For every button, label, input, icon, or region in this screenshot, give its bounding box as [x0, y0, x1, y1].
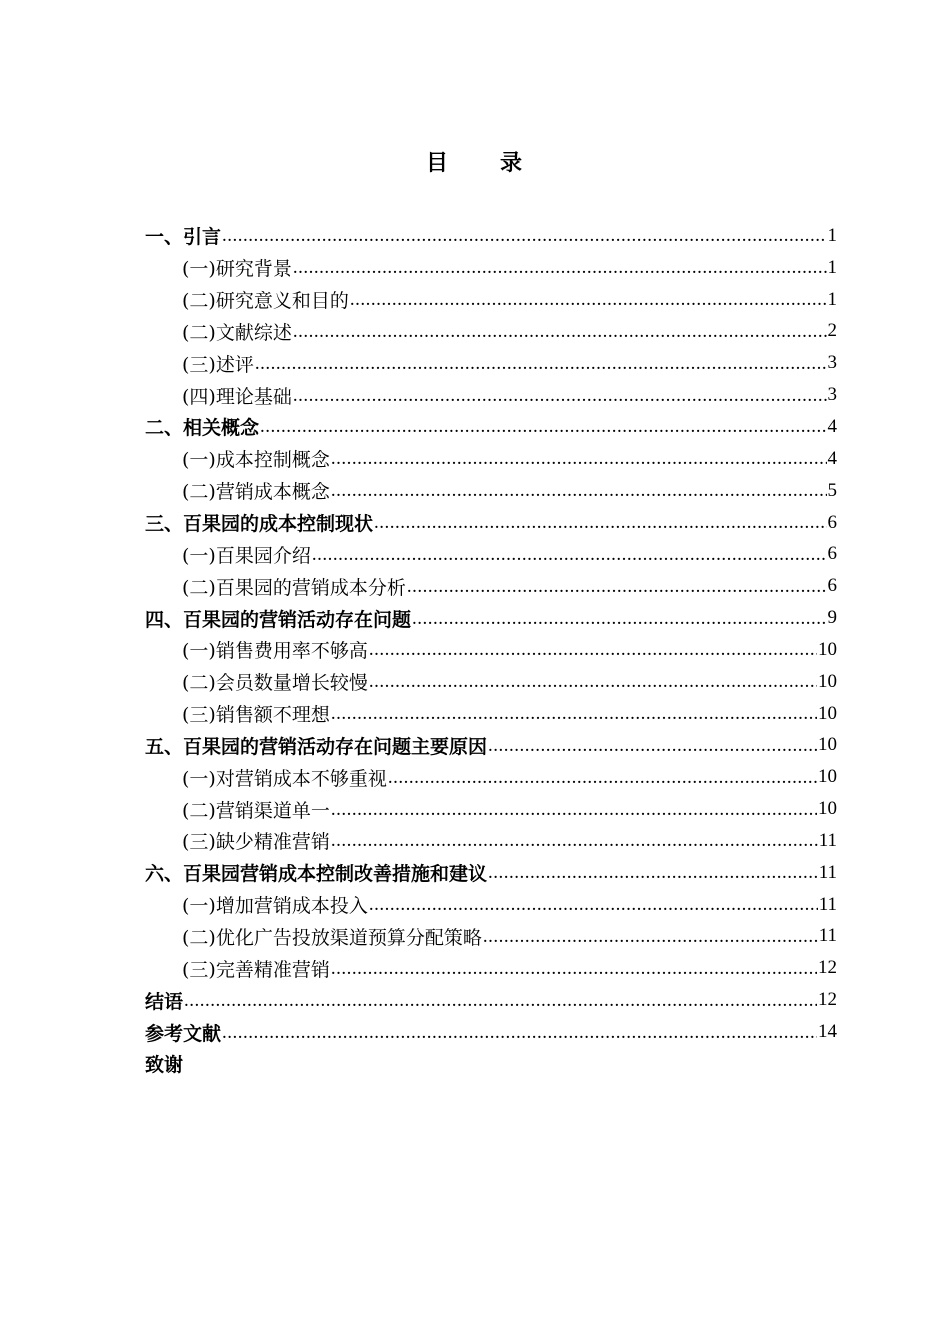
- toc-dot-leader: [331, 481, 827, 500]
- toc-dot-leader: [488, 863, 818, 882]
- toc-entry[interactable]: [145, 316, 837, 348]
- toc-entry[interactable]: [145, 793, 837, 825]
- toc-entry[interactable]: [145, 921, 837, 953]
- toc-entry-number: (二): [182, 576, 216, 599]
- toc-entry-label: 优化广告投放渠道预算分配策略: [215, 926, 482, 949]
- toc-dot-leader: [407, 577, 827, 596]
- toc-entry[interactable]: [145, 507, 837, 539]
- toc-entry-label: 参考文献: [145, 1022, 222, 1045]
- toc-entry-label: 述评: [215, 353, 254, 376]
- toc-dot-leader: [312, 545, 827, 564]
- toc-entry-number: (二): [182, 321, 216, 344]
- toc-entry-number: (三): [182, 831, 216, 854]
- toc-entry[interactable]: [145, 1048, 837, 1080]
- toc-entry-label: 理论基础: [215, 385, 292, 408]
- toc-entry[interactable]: [145, 952, 837, 984]
- toc-entry-number: (一): [182, 544, 216, 567]
- toc-entry-label: 缺少精准营销: [215, 831, 330, 854]
- toc-entry-page: 10: [818, 638, 837, 660]
- toc-entry[interactable]: [145, 666, 837, 698]
- toc-entry-page: 11: [818, 893, 837, 915]
- toc-entry-page: 5: [827, 479, 837, 501]
- toc-entry-number: 三、: [145, 513, 184, 536]
- toc-entry-page: 11: [818, 925, 837, 947]
- toc-entry-label: 百果园营销成本控制改善措施和建议: [183, 863, 488, 886]
- toc-entry-page: 1: [827, 224, 837, 246]
- toc-entry-page: 11: [818, 829, 837, 851]
- toc-dot-leader: [369, 640, 817, 659]
- toc-entry-label: 致谢: [145, 1054, 184, 1077]
- toc-entry[interactable]: [145, 570, 837, 602]
- toc-entry-number: (一): [182, 767, 216, 790]
- toc-entry-label: 研究背景: [215, 258, 292, 281]
- toc-entry-page: 3: [827, 352, 837, 374]
- toc-entry[interactable]: [145, 984, 837, 1016]
- toc-entry-label: 增加营销成本投入: [215, 895, 368, 918]
- toc-entry-label: 百果园的营销活动存在问题主要原因: [183, 735, 488, 758]
- toc-entry-page: 10: [818, 798, 837, 820]
- toc-dot-leader: [331, 831, 818, 850]
- toc-entry-page: 6: [827, 543, 837, 565]
- toc-title-char-1: 目: [425, 151, 450, 176]
- toc-entry-number: 五、: [145, 735, 184, 758]
- toc-entry-label: 百果园的营销活动存在问题: [183, 608, 412, 631]
- toc-entry[interactable]: [145, 475, 837, 507]
- toc-entry-number: (二): [182, 672, 216, 695]
- toc-dot-leader: [369, 672, 817, 691]
- toc-entry-label: 销售额不理想: [215, 704, 330, 727]
- toc-entry-page: 11: [818, 861, 837, 883]
- toc-dot-leader: [255, 354, 827, 373]
- table-of-contents: [145, 220, 837, 1080]
- toc-entry-number: (三): [182, 958, 216, 981]
- toc-dot-leader: [369, 895, 818, 914]
- toc-entry-page: 2: [827, 320, 837, 342]
- toc-entry-page: 1: [827, 256, 837, 278]
- toc-entry-number: 四、: [145, 608, 184, 631]
- toc-dot-leader: [222, 1023, 817, 1042]
- toc-entry-label: 对营销成本不够重视: [215, 767, 387, 790]
- toc-entry-number: (二): [182, 481, 216, 504]
- toc-entry-number: (二): [182, 290, 216, 313]
- toc-entry[interactable]: [145, 602, 837, 634]
- toc-entry-number: (二): [182, 926, 216, 949]
- toc-dot-leader: [293, 322, 827, 341]
- toc-dot-leader: [483, 927, 818, 946]
- toc-entry-page: 14: [818, 1021, 837, 1043]
- toc-entry-label: 文献综述: [215, 321, 292, 344]
- toc-dot-leader: [350, 290, 827, 309]
- toc-entry-label: 成本控制概念: [215, 449, 330, 472]
- toc-dot-leader: [488, 736, 817, 755]
- toc-entry-page: 4: [827, 415, 837, 437]
- toc-dot-leader: [412, 609, 826, 628]
- toc-entry[interactable]: [145, 284, 837, 316]
- toc-entry-page: 1: [827, 288, 837, 310]
- toc-entry-page: 12: [818, 989, 837, 1011]
- toc-entry-label: 百果园的营销成本分析: [215, 576, 406, 599]
- toc-entry[interactable]: [145, 538, 837, 570]
- toc-dot-leader: [293, 386, 827, 405]
- toc-entry-number: (一): [182, 449, 216, 472]
- toc-entry[interactable]: [145, 1016, 837, 1048]
- toc-entry-page: 10: [818, 766, 837, 788]
- toc-dot-leader: [331, 704, 817, 723]
- toc-entry-number: 一、: [145, 226, 184, 249]
- toc-entry-label: 引言: [183, 226, 222, 249]
- toc-entry-number: 二、: [145, 417, 184, 440]
- toc-dot-leader: [260, 417, 826, 436]
- toc-entry[interactable]: [145, 220, 837, 252]
- toc-entry[interactable]: [145, 411, 837, 443]
- toc-entry-page: 4: [827, 447, 837, 469]
- toc-entry-number: (一): [182, 258, 216, 281]
- toc-dot-leader: [331, 449, 827, 468]
- toc-entry-page: 10: [818, 702, 837, 724]
- toc-entry-number: (二): [182, 799, 216, 822]
- toc-entry-number: (一): [182, 895, 216, 918]
- toc-entry-page: 6: [827, 575, 837, 597]
- toc-dot-leader: [331, 959, 817, 978]
- toc-entry[interactable]: [145, 730, 837, 762]
- toc-dot-leader: [184, 991, 817, 1010]
- toc-entry[interactable]: [145, 698, 837, 730]
- toc-entry[interactable]: [145, 252, 837, 284]
- toc-entry-label: 结语: [145, 990, 184, 1013]
- toc-entry-number: 六、: [145, 863, 184, 886]
- toc-entry-page: 10: [818, 734, 837, 756]
- toc-entry-page: 10: [818, 670, 837, 692]
- toc-entry-page: 12: [818, 957, 837, 979]
- toc-dot-leader: [293, 258, 827, 277]
- toc-entry[interactable]: [145, 443, 837, 475]
- toc-entry[interactable]: [145, 825, 837, 857]
- toc-entry[interactable]: [145, 379, 837, 411]
- toc-entry[interactable]: [145, 347, 837, 379]
- toc-entry-page: 3: [827, 384, 837, 406]
- toc-dot-leader: [331, 800, 817, 819]
- toc-entry-page: 9: [827, 607, 837, 629]
- toc-entry-page: 6: [827, 511, 837, 533]
- toc-title: [0, 146, 950, 177]
- toc-entry-label: 会员数量增长较慢: [215, 672, 368, 695]
- toc-entry-label: 百果园介绍: [215, 544, 311, 567]
- toc-entry[interactable]: [145, 761, 837, 793]
- toc-entry-label: 完善精准营销: [215, 958, 330, 981]
- toc-entry-number: (三): [182, 353, 216, 376]
- toc-entry[interactable]: [145, 857, 837, 889]
- toc-entry-label: 营销成本概念: [215, 481, 330, 504]
- toc-entry-label: 相关概念: [183, 417, 260, 440]
- toc-entry-number: (三): [182, 704, 216, 727]
- toc-entry-number: (四): [182, 385, 216, 408]
- toc-dot-leader: [388, 768, 817, 787]
- toc-entry-number: (一): [182, 640, 216, 663]
- toc-entry-label: 研究意义和目的: [215, 290, 349, 313]
- toc-entry[interactable]: [145, 634, 837, 666]
- toc-dot-leader: [222, 226, 826, 245]
- toc-entry-label: 百果园的成本控制现状: [183, 513, 374, 536]
- toc-dot-leader: [374, 513, 826, 532]
- toc-entry-label: 营销渠道单一: [215, 799, 330, 822]
- toc-entry-label: 销售费用率不够高: [215, 640, 368, 663]
- toc-title-char-2: 录: [500, 151, 525, 176]
- toc-entry[interactable]: [145, 889, 837, 921]
